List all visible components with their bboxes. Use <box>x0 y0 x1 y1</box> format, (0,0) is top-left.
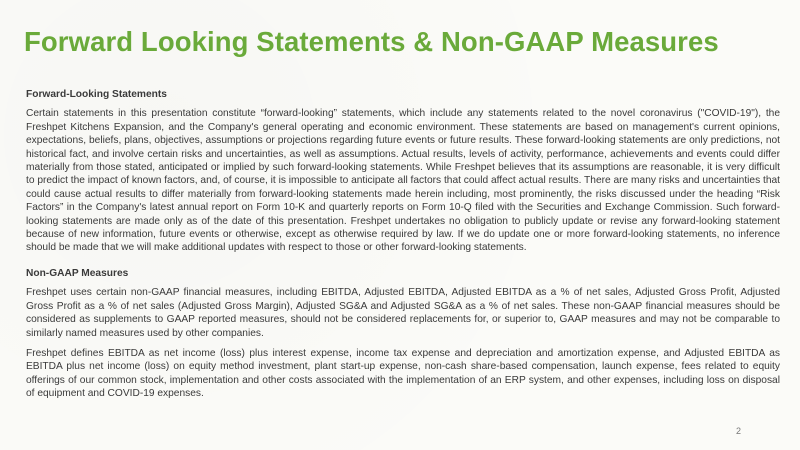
slide-body <box>26 88 780 408</box>
page-title: Forward Looking Statements & Non-GAAP Measures <box>24 26 719 57</box>
page-number: 2 <box>736 426 742 436</box>
forward-looking-paragraph: Certain statements in this presentation constitute “forward-looking” statements, which include any statements related to the novel coronavirus ("COVID-19"), the Freshpet Kitchens Expansion, and the Company's general operating and economic environment. These statements are based on management's current opinions, expectations, beliefs, plans, objectives, assumptions or projections regarding future events or future results. These forward-looking statements are only predictions, not historical fact, and involve certain risks and uncertainties, as well as assumptions. Actual results, levels of activity, performance, achievements and events could differ materially from those stated, anticipated or implied by such forward-looking statements. While Freshpet believes that its assumptions are reasonable, it is very difficult to predict the impact of known factors, and, of course, it is impossible to anticipate all factors that could affect actual results. There are many risks and uncertainties that could cause actual results to differ materially from forward-looking statements made herein including, most prominently, the risks discussed under the heading “Risk Factors” in the Company's latest annual report on Form 10-K and quarterly reports on Form 10-Q filed with the Securities and Exchange Commission. Such forward-looking statements are made only as of the date of this presentation. Freshpet undertakes no obligation to publicly update or revise any forward-looking statement because of new information, future events or otherwise, except as otherwise required by law. If we do update one or more forward-looking statements, no inference should be made that we will make additional updates with respect to those or other forward-looking statements. <box>26 108 780 254</box>
forward-looking-heading: Forward-Looking Statements <box>26 89 167 100</box>
non-gaap-paragraph-2: Freshpet defines EBITDA as net income (loss) plus interest expense, income tax expense and depreciation and amortization expense, and Adjusted EBITDA as EBITDA plus net income (loss) on equity method investment, plant start-up expense, non-cash share-based compensation, launch expense, fees related to equity offerings of our common stock, implementation and other costs associated with the implementation of an ERP system, and other expenses, including loss on disposal of equipment and COVID-19 expenses. <box>26 347 780 400</box>
non-gaap-paragraph-1: Freshpet uses certain non-GAAP financial measures, including EBITDA, Adjusted EBITDA, Adjusted EBITDA as a % of net sales, Adjusted Gross Profit, Adjusted Gross Profit as a % of net sales (Adjusted Gross Margin), Adjusted SG&A and Adjusted SG&A as a % of net sales. These non-GAAP financial measures should be considered as supplements to GAAP reported measures, should not be considered replacements for, or superior to, GAAP measures and may not be comparable to similarly named measures used by other companies. <box>26 287 780 339</box>
non-gaap-heading: Non-GAAP Measures <box>26 267 129 279</box>
